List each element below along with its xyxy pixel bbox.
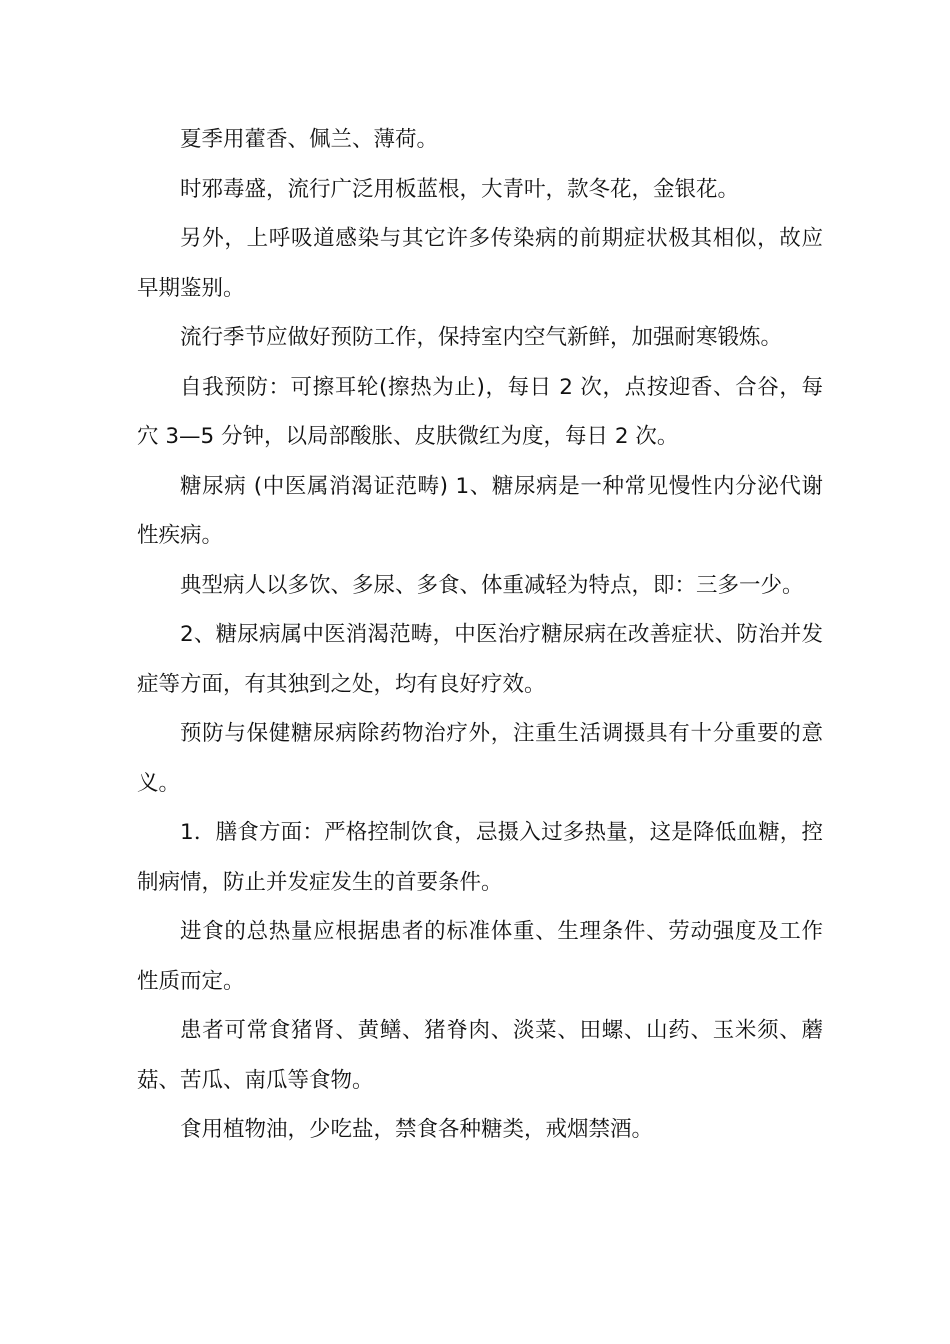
paragraph: 夏季用藿香、佩兰、薄荷。	[180, 127, 439, 152]
paragraph: 流行季节应做好预防工作，保持室内空气新鲜，加强耐寒锻炼。	[180, 325, 783, 350]
paragraph: 2、糖尿病属中医消渴范畴，中医治疗糖尿病在改善症状、防治并发症等方面，有其独到之处，均有良好疗效。	[137, 622, 823, 697]
paragraph: 食用植物油，少吃盐，禁食各种糖类，戒烟禁酒。	[180, 1117, 654, 1142]
body-text	[137, 115, 823, 1155]
paragraph: 1．膳食方面：严格控制饮食，忌摄入过多热量，这是降低血糖，控制病情，防止并发症发生的首要条件。	[137, 820, 823, 895]
paragraph: 患者可常食猪肾、黄鳝、猪脊肉、淡菜、田螺、山药、玉米须、蘑菇、苦瓜、南瓜等食物。	[137, 1018, 823, 1093]
paragraph: 另外，上呼吸道感染与其它许多传染病的前期症状极其相似，故应早期鉴别。	[137, 226, 823, 301]
paragraph: 糖尿病 (中医属消渴证范畴) 1、糖尿病是一种常见慢性内分泌代谢性疾病。	[137, 473, 823, 548]
paragraph: 自我预防：可擦耳轮(擦热为止)，每日 2 次，点按迎香、合谷，每穴 3—5 分钟，以局部酸胀、皮肤微红为度，每日 2 次。	[137, 374, 823, 449]
paragraph: 时邪毒盛，流行广泛用板蓝根，大青叶，款冬花，金银花。	[180, 176, 740, 202]
paragraph: 预防与保健糖尿病除药物治疗外，注重生活调摄具有十分重要的意义。	[137, 721, 823, 796]
paragraph: 典型病人以多饮、多尿、多食、体重减轻为特点，即：三多一少。	[180, 572, 804, 598]
paragraph: 进食的总热量应根据患者的标准体重、生理条件、劳动强度及工作性质而定。	[137, 919, 823, 994]
